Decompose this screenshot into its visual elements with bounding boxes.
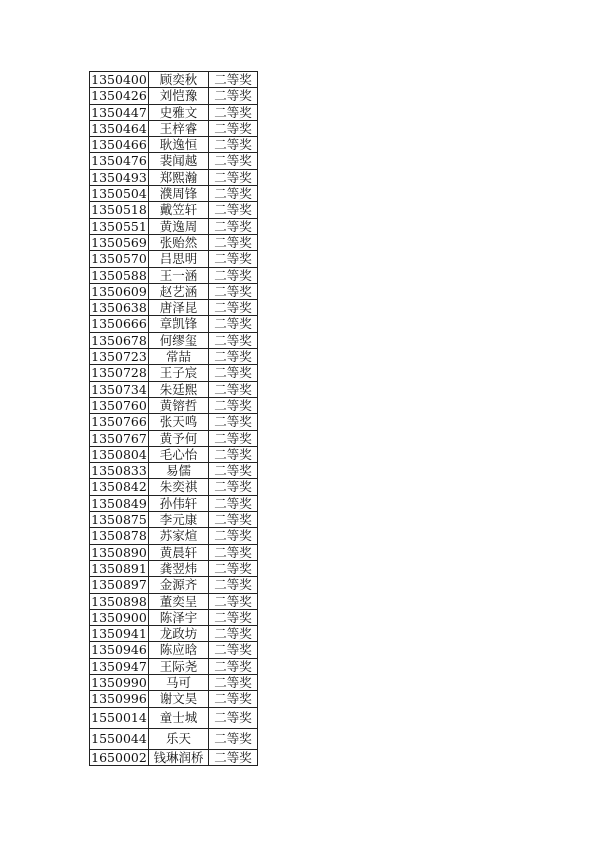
student-name-cell: 史雅文 (149, 104, 209, 120)
student-name-cell: 黄予何 (149, 430, 209, 446)
award-table-body (90, 72, 258, 766)
award-level-cell: 二等奖 (209, 365, 258, 381)
award-level-cell: 二等奖 (209, 642, 258, 658)
student-id-cell: 1350493 (91, 169, 147, 185)
table-row (90, 104, 258, 120)
table-row (90, 251, 258, 267)
table-row (90, 728, 258, 749)
award-level-cell: 二等奖 (209, 626, 258, 642)
student-id-cell: 1350897 (91, 577, 147, 593)
award-table (89, 71, 258, 766)
table-row (90, 186, 258, 202)
table-row (90, 495, 258, 511)
student-name-cell: 钱琳润桥 (149, 749, 209, 765)
award-level-cell: 二等奖 (209, 300, 258, 316)
student-id-cell: 1350941 (91, 626, 147, 642)
student-id-cell: 1350678 (91, 332, 147, 348)
table-row (90, 577, 258, 593)
table-row (90, 381, 258, 397)
award-level-cell: 二等奖 (209, 137, 258, 153)
award-level-cell: 二等奖 (209, 169, 258, 185)
award-level-cell: 二等奖 (209, 88, 258, 104)
award-level-cell: 二等奖 (209, 512, 258, 528)
award-level-cell: 二等奖 (209, 728, 258, 749)
table-row (90, 658, 258, 674)
student-id-cell: 1350890 (91, 544, 147, 560)
table-row (90, 609, 258, 625)
award-level-cell: 二等奖 (209, 749, 258, 765)
student-name-cell: 吕思明 (149, 251, 209, 267)
student-id-cell: 1350891 (91, 560, 147, 576)
student-id-cell: 1350878 (91, 528, 147, 544)
student-id-cell: 1350666 (91, 316, 147, 332)
table-row (90, 479, 258, 495)
student-id-cell: 1350476 (91, 153, 147, 169)
student-name-cell: 陈泽宇 (149, 609, 209, 625)
table-row (90, 691, 258, 707)
award-level-cell: 二等奖 (209, 528, 258, 544)
table-row (90, 316, 258, 332)
table-row (90, 674, 258, 690)
student-name-cell: 马可 (149, 674, 209, 690)
student-name-cell: 戴笠轩 (149, 202, 209, 218)
table-row (90, 528, 258, 544)
award-level-cell: 二等奖 (209, 446, 258, 462)
student-id-cell: 1350588 (91, 267, 147, 283)
student-id-cell: 1350400 (91, 72, 147, 87)
award-level-cell: 二等奖 (209, 560, 258, 576)
student-name-cell: 郑熙瀚 (149, 169, 209, 185)
student-name-cell: 何缪玺 (149, 332, 209, 348)
award-level-cell: 二等奖 (209, 72, 258, 88)
student-name-cell: 唐泽昆 (149, 300, 209, 316)
award-level-cell: 二等奖 (209, 414, 258, 430)
student-id-cell: 1350569 (91, 234, 147, 250)
student-name-cell: 易儒 (149, 463, 209, 479)
award-level-cell: 二等奖 (209, 218, 258, 234)
student-name-cell: 童士城 (149, 707, 209, 728)
table-row (90, 365, 258, 381)
table-row (90, 234, 258, 250)
table-row (90, 88, 258, 104)
student-name-cell: 李元康 (149, 512, 209, 528)
student-id-cell: 1350447 (91, 104, 147, 120)
student-name-cell: 金源齐 (149, 577, 209, 593)
student-name-cell: 王际尧 (149, 658, 209, 674)
table-row (90, 544, 258, 560)
student-id-cell: 1350723 (91, 349, 147, 365)
table-row (90, 283, 258, 299)
student-id-cell: 1550044 (90, 728, 149, 749)
student-name-cell: 苏家煊 (149, 528, 209, 544)
award-level-cell: 二等奖 (209, 349, 258, 365)
student-name-cell: 濮周锋 (149, 186, 209, 202)
student-name-cell: 王梓睿 (149, 120, 209, 136)
award-level-cell: 二等奖 (209, 691, 258, 707)
table-row (90, 430, 258, 446)
student-name-cell: 顾奕秋 (149, 72, 209, 88)
table-row (90, 137, 258, 153)
student-id-cell: 1350638 (91, 300, 147, 316)
award-level-cell: 二等奖 (209, 332, 258, 348)
table-row (90, 202, 258, 218)
table-row (90, 300, 258, 316)
table-row (90, 153, 258, 169)
award-level-cell: 二等奖 (209, 251, 258, 267)
table-row (90, 349, 258, 365)
award-level-cell: 二等奖 (209, 397, 258, 413)
table-row (90, 707, 258, 728)
award-level-cell: 二等奖 (209, 544, 258, 560)
student-name-cell: 常喆 (149, 349, 209, 365)
student-name-cell: 张天鸣 (149, 414, 209, 430)
student-name-cell: 王一涵 (149, 267, 209, 283)
table-row (90, 397, 258, 413)
student-id-cell: 1350728 (91, 365, 147, 381)
student-name-cell: 王子宸 (149, 365, 209, 381)
student-id-cell: 1350504 (91, 186, 147, 202)
student-name-cell: 裴闻越 (149, 153, 209, 169)
award-level-cell: 二等奖 (209, 234, 258, 250)
student-id-cell: 1350842 (91, 479, 147, 495)
student-name-cell: 张贻然 (149, 234, 209, 250)
table-row (90, 169, 258, 185)
student-id-cell: 1350898 (91, 593, 147, 609)
table-row (90, 642, 258, 658)
student-id-cell: 1350849 (91, 495, 147, 511)
table-row (90, 332, 258, 348)
award-level-cell: 二等奖 (209, 267, 258, 283)
student-id-cell: 1350947 (91, 658, 147, 674)
award-level-cell: 二等奖 (209, 202, 258, 218)
student-id-cell: 1350734 (91, 381, 147, 397)
student-id-cell: 1550014 (90, 707, 149, 728)
student-id-cell: 1350996 (91, 691, 147, 707)
award-level-cell: 二等奖 (209, 381, 258, 397)
table-row (90, 446, 258, 462)
student-name-cell: 章凯锋 (149, 316, 209, 332)
award-level-cell: 二等奖 (209, 430, 258, 446)
table-row (90, 72, 258, 88)
award-level-cell: 二等奖 (209, 463, 258, 479)
student-id-cell: 1350900 (91, 609, 147, 625)
student-id-cell: 1350875 (91, 512, 147, 528)
award-level-cell: 二等奖 (209, 593, 258, 609)
award-level-cell: 二等奖 (209, 479, 258, 495)
student-id-cell: 1350518 (91, 202, 147, 218)
student-id-cell: 1350766 (91, 414, 147, 430)
student-name-cell: 朱廷熙 (149, 381, 209, 397)
student-id-cell: 1350990 (91, 674, 147, 690)
student-name-cell: 黄镕哲 (149, 397, 209, 413)
table-row (90, 218, 258, 234)
award-level-cell: 二等奖 (209, 186, 258, 202)
award-level-cell: 二等奖 (209, 658, 258, 674)
award-level-cell: 二等奖 (209, 283, 258, 299)
student-id-cell: 1350551 (91, 218, 147, 234)
student-name-cell: 董奕呈 (149, 593, 209, 609)
student-id-cell: 1350466 (91, 137, 147, 153)
student-id-cell: 1350760 (91, 397, 147, 413)
student-id-cell: 1650002 (91, 749, 147, 765)
student-name-cell: 黄逸周 (149, 218, 209, 234)
table-row (90, 593, 258, 609)
table-row (90, 267, 258, 283)
table-row (90, 749, 258, 765)
award-level-cell: 二等奖 (209, 609, 258, 625)
student-id-cell: 1350464 (91, 120, 147, 136)
table-row (90, 560, 258, 576)
award-level-cell: 二等奖 (209, 316, 258, 332)
student-name-cell: 赵艺涵 (149, 283, 209, 299)
student-name-cell: 朱奕祺 (149, 479, 209, 495)
table-row (90, 463, 258, 479)
award-level-cell: 二等奖 (209, 707, 258, 728)
award-level-cell: 二等奖 (209, 495, 258, 511)
student-name-cell: 谢文昊 (149, 691, 209, 707)
student-name-cell: 孙伟轩 (149, 495, 209, 511)
student-id-cell: 1350946 (91, 642, 147, 658)
student-id-cell: 1350804 (91, 446, 147, 462)
student-name-cell: 龚翌炜 (149, 560, 209, 576)
table-row (90, 414, 258, 430)
award-level-cell: 二等奖 (209, 153, 258, 169)
student-id-cell: 1350767 (91, 430, 147, 446)
award-level-cell: 二等奖 (209, 577, 258, 593)
student-name-cell: 龙政坊 (149, 626, 209, 642)
student-name-cell: 陈应晗 (149, 642, 209, 658)
student-name-cell: 乐天 (149, 728, 209, 749)
student-name-cell: 毛心怡 (149, 446, 209, 462)
award-level-cell: 二等奖 (209, 120, 258, 136)
student-name-cell: 刘恺豫 (149, 88, 209, 104)
student-name-cell: 耿逸恒 (149, 137, 209, 153)
student-id-cell: 1350833 (91, 463, 147, 479)
award-level-cell: 二等奖 (209, 104, 258, 120)
student-name-cell: 黄晨轩 (149, 544, 209, 560)
student-id-cell: 1350426 (91, 88, 147, 104)
table-row (90, 626, 258, 642)
table-row (90, 120, 258, 136)
student-id-cell: 1350609 (91, 283, 147, 299)
student-id-cell: 1350570 (91, 251, 147, 267)
award-level-cell: 二等奖 (209, 674, 258, 690)
table-row (90, 512, 258, 528)
